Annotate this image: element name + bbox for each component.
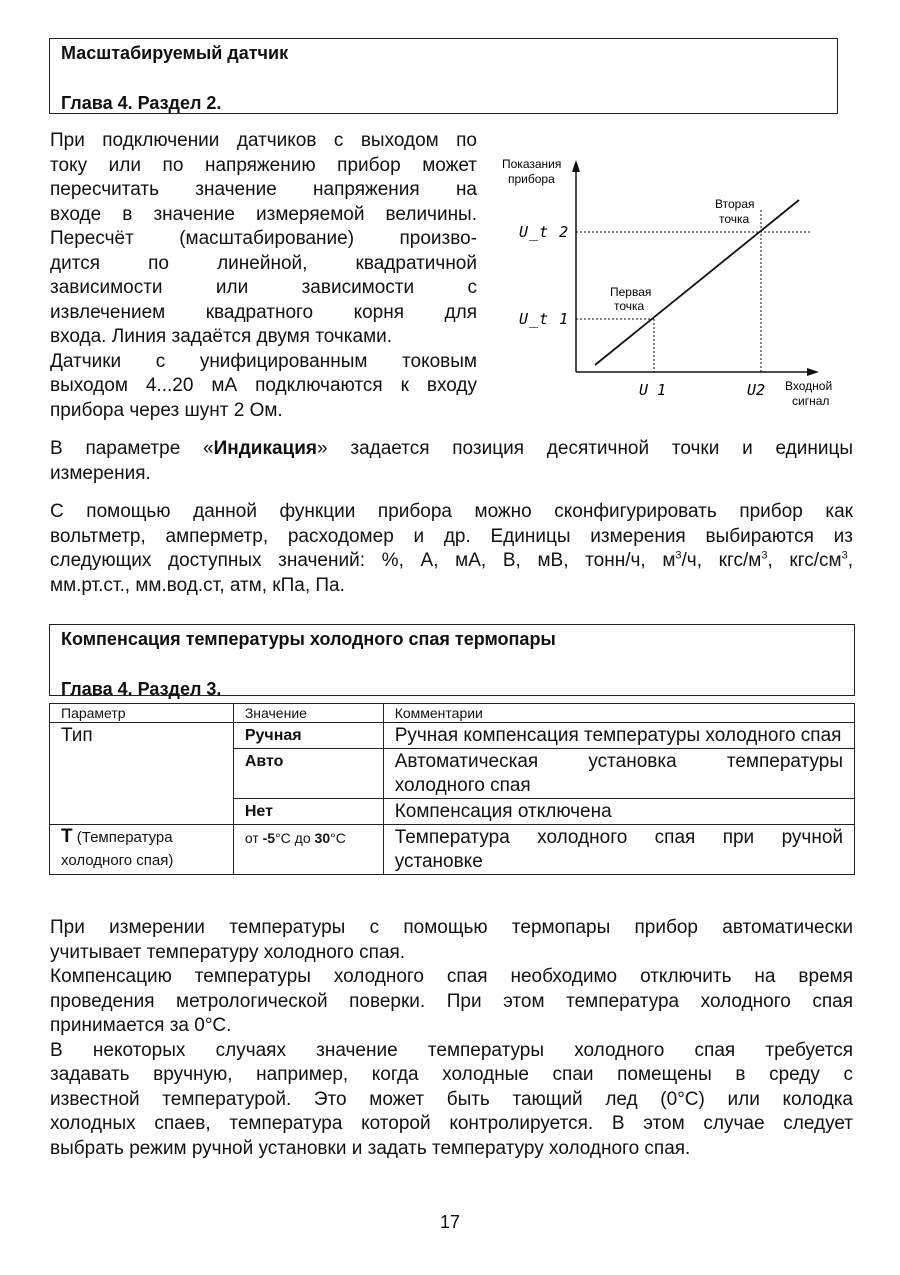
x-tick-u1: U 1 (639, 381, 667, 399)
y-axis-label-line2: прибора (508, 172, 555, 186)
column-header-parameter: Параметр (50, 704, 234, 723)
superscript: 3 (841, 549, 848, 562)
text-line: зависимости или зависимости с (50, 277, 477, 298)
cold-junction-paragraph (50, 916, 853, 1161)
text-fragment: °С (330, 830, 346, 846)
text-line: выходом 4...20 мА подключаются к входу (50, 375, 477, 396)
y-axis-label-line1: Показания (502, 157, 562, 171)
indication-paragraph (50, 437, 853, 486)
column-header-value: Значение (233, 704, 383, 723)
table-row (50, 825, 855, 875)
text-fragment: , (847, 550, 853, 571)
text-line: пересчитать значение напряжения на (50, 179, 477, 200)
section-title: Масштабируемый датчик (61, 43, 289, 63)
page-number: 17 (439, 1212, 461, 1232)
text-line: учитывает температуру холодного спая. (50, 941, 406, 963)
param-temperature (50, 825, 234, 875)
text-line: измерения. (50, 462, 151, 484)
x-axis-label-line2: сигнал (792, 394, 830, 408)
value-range (233, 825, 383, 875)
param-type: Тип (50, 723, 234, 825)
value-manual: Ручная (233, 723, 383, 749)
text-fragment: следующих доступных значений: %, А, мА, В, мВ, тонн/ч, м (50, 550, 676, 571)
superscript: 3 (761, 549, 768, 562)
point2-label-line2: точка (719, 212, 750, 226)
text-line: холодных спаев, температура которой контролируется. В этом случае следует (50, 1113, 853, 1134)
x-axis-arrow (807, 368, 819, 376)
text-fragment: °С до (275, 830, 315, 846)
text-line: В некоторых случаях значение температуры холодного спая требуется (50, 1039, 853, 1061)
table-row (50, 723, 855, 749)
text-line: току или по напряжению прибор может (50, 154, 477, 176)
text-line (50, 437, 853, 462)
y-tick-ut2: U_t 2 (519, 223, 570, 241)
text-line: Компенсацию температуры холодного спая необходимо отключить на время (50, 966, 853, 987)
text-line: вольтметр, амперметр, расходомер и др. Единицы измерения выбираются из (50, 525, 853, 547)
x-axis-label-line1: Входной (785, 379, 833, 393)
point2-label-line1: Вторая (715, 197, 755, 211)
value-none: Нет (233, 799, 383, 825)
text-line: выбрать режим ручной установки и задать температуру холодного спая. (50, 1137, 691, 1159)
units-paragraph (50, 500, 853, 598)
text-line: прибора через шунт 2 Ом. (50, 399, 283, 421)
text-line: При подключении датчиков с выходом по (50, 130, 477, 151)
text-line: мм.рт.ст., мм.вод.ст, атм, кПа, Па. (50, 574, 345, 596)
point1-label-line2: точка (614, 299, 645, 313)
y-tick-ut1: U_t 1 (519, 310, 570, 328)
text-line: Датчики с унифицированным токовым (50, 350, 477, 372)
section-chapter: Глава 4. Раздел 3. (61, 679, 222, 699)
text-line: входа. Линия задаётся двумя точками. (50, 326, 393, 347)
range-max: 30 (314, 830, 331, 846)
range-min: -5 (262, 830, 276, 846)
cold-junction-table (49, 703, 855, 875)
comment-manual: Ручная компенсация температуры холодного спая (383, 723, 854, 749)
comment-temperature: Температура холодного спая при ручной установке (383, 825, 854, 875)
section-header-cold-junction (49, 624, 855, 699)
param-name-indication: Индикация (213, 438, 318, 459)
text-line: С помощью данной функции прибора можно сконфигурировать прибор как (50, 501, 853, 522)
text-fragment: , кгс/см (767, 550, 842, 571)
superscript: 3 (675, 549, 682, 562)
section-chapter: Глава 4. Раздел 2. (61, 93, 222, 113)
text-fragment: В параметре « (50, 438, 214, 459)
param-description: холодного спая) (61, 852, 174, 869)
text-line: извлечением квадратного корня для (50, 301, 477, 323)
column-header-comments: Комментарии (383, 704, 854, 723)
param-symbol: Т (61, 826, 73, 847)
text-line: При измерении температуры с помощью термопары прибор автоматически (50, 917, 853, 938)
x-tick-u2: U2 (747, 381, 766, 399)
comment-auto: Автоматическая установка температуры холодного спая (383, 749, 854, 799)
y-axis-arrow (572, 160, 580, 172)
text-line: известной температурой. Это может быть тающий лед (0°С) или колодка (50, 1088, 853, 1110)
intro-paragraph (50, 129, 477, 423)
text-line: задавать вручную, например, когда холодные спаи помещены в среду с (50, 1064, 853, 1085)
text-line: Пересчёт (масштабирование) произво- (50, 228, 477, 249)
table-header-row (50, 704, 855, 723)
text-fragment: » задается позиция десятичной точки и единицы (317, 438, 853, 459)
text-fragment: /ч, кгс/м (681, 550, 762, 571)
section-title: Компенсация температуры холодного спая термопары (61, 629, 556, 649)
point1-label-line1: Первая (610, 285, 652, 299)
scaling-diagram (497, 150, 842, 415)
text-line: проведения метрологической поверки. При этом температура холодного спая (50, 990, 853, 1012)
scaling-line (595, 200, 799, 365)
comment-none: Компенсация отключена (383, 799, 854, 825)
value-auto: Авто (233, 749, 383, 799)
text-line: дится по линейной, квадратичной (50, 252, 477, 274)
text-line: принимается за 0°С. (50, 1015, 232, 1036)
text-line (50, 549, 853, 574)
text-line: входе в значение измеряемой величины. (50, 203, 477, 225)
text-fragment: от (244, 830, 263, 846)
param-description: (Температура (72, 829, 173, 846)
section-header-scalable-sensor (49, 38, 838, 114)
